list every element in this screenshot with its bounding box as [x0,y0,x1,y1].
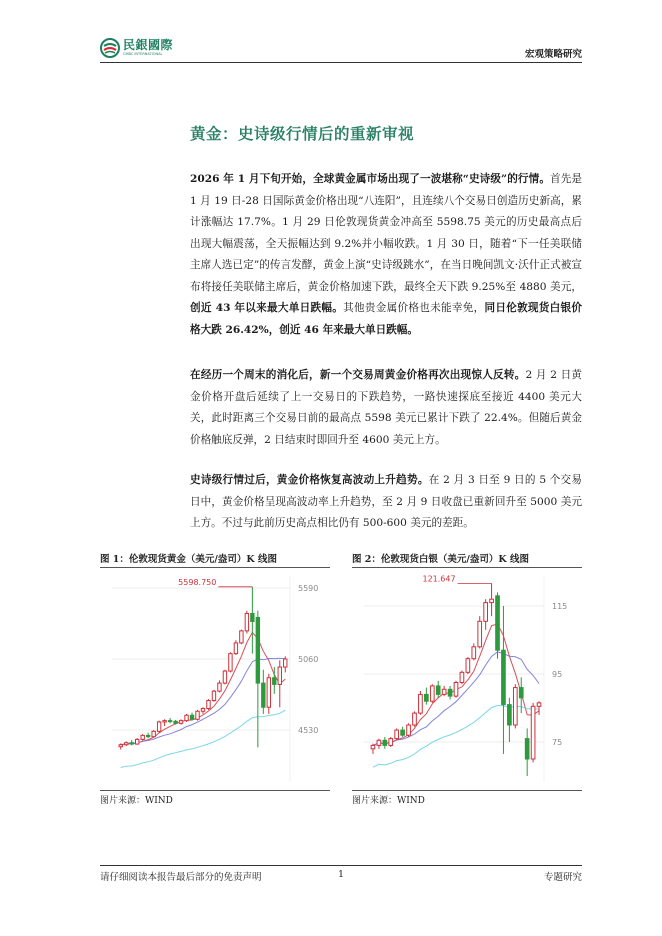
candle-up [207,701,210,709]
silver-kline-chart [352,570,582,788]
candle-up [201,709,204,712]
candle-up [125,743,128,745]
candle-up [413,713,417,725]
candle-up [234,643,237,654]
paragraph-1 [190,169,582,341]
candle-up [141,735,144,739]
candle-up [419,694,423,713]
candle-down [190,715,193,719]
paragraph-1-body2: 其他贵金属价格也未能幸免， [343,302,485,314]
candle-up [430,686,434,701]
report-type-label: 宏观策略研究 [524,49,582,60]
candle-down [130,743,133,744]
candle-down [508,705,512,725]
logo-chinese-name: 民銀國際 [123,38,174,52]
candle-up [157,722,160,731]
candle-up [395,730,399,739]
candle-up [389,739,393,746]
candle-up [135,739,138,744]
footer-divider [100,865,582,866]
footer-report-kind: 专题研究 [543,872,582,883]
candle-up [466,659,470,673]
paragraph-3 [190,470,582,535]
y-tick-label: 4530 [298,726,319,735]
candle-up [407,725,411,735]
gold-kline-svg [100,570,330,788]
y-tick-label: 95 [552,670,563,679]
candle-up [377,740,381,745]
candle-up [267,678,270,707]
silver-kline-svg [352,570,582,788]
candle-up [484,603,488,622]
candle-up [442,689,446,694]
candle-down [502,650,506,704]
candle-down [519,688,523,698]
figure-1-top-rule [100,567,330,568]
candle-down [525,739,529,759]
candle-up [537,703,541,706]
candle-up [284,659,287,667]
candle-down [174,721,177,723]
header-divider [100,62,582,63]
candle-up [179,721,182,724]
y-tick-label: 5060 [298,655,319,664]
paragraph-1-bold2: 同日伦敦现货白银价格大跌 26.42%，创近 46 年来最大单日跌幅。 [190,302,583,336]
candle-down [146,735,149,736]
section-title: 黄金：史诗级行情后的重新审视 [190,124,415,143]
candle-up [152,731,155,736]
candle-up [490,599,494,602]
candle-up [513,688,517,725]
candle-up [478,621,482,647]
figure-2-source: 图片来源：WIND [352,796,425,806]
figure-2-top-rule [352,567,582,568]
candle-down [448,689,452,696]
footer-disclaimer: 请仔细阅读本报告最后部分的免责声明 [100,872,262,883]
candle-up [212,691,215,700]
candle-up [245,613,248,630]
candle-up [163,721,166,722]
candle-up [196,711,199,719]
paragraph-2-body: 2 月 2 日黄金价格开盘后延续了上一交易日的下跌趋势，一路快速探底至接近 4400 美元大关，此时距离三个交易日前的最高点 5598 美元已累计下跌了 22.4%。但随后黄金价格触底反弹，2 日结束时即回升至 4600 美元上方。 [190,369,582,446]
candle-down [262,683,265,707]
paragraph-2-lead: 在经历一个周末的消化后，新一个交易周黄金价格再次出现惊人反转。 [190,369,526,381]
figure-2-caption: 图 2：伦敦现货白银（美元/盎司）K 线图 [352,554,529,565]
candle-down [256,617,259,683]
company-logo [100,38,173,58]
paragraph-3-body: 在 2 月 3 日至 9 日的 5 个交易日中，黄金价格呈现高波动率上升趋势，至 2 月 9 日收盘已重新回升至 5000 美元上方。不过与此前历史高点相比仍有 500-600 美元的差距。 [190,474,582,529]
candle-down [168,721,171,722]
candle-up [240,631,243,643]
paragraph-1-body: 首先是 1 月 19 日-28 日国际黄金价格出现“八连阳”，且连续八个交易日创造历史新高，累计涨幅达 17.7%。1 月 29 日伦敦现货黄金冲高至 5598.75 美元的历史最高点后出现大幅震荡，全天振幅达到 9.2%并小幅收跌。1 月 30 日，随着“下一任美联储主席人选已定”的传言发酵，黄金上演“史诗级跳水”，在当日晚间凯文·沃什正式被宣布将接任美联储主席后，黄金价格加速下跌，最终全天下跌 9.25%至 4880 美元， [190,173,582,293]
page-number: 1 [338,869,345,880]
paragraph-2 [190,365,582,451]
figure-2-bottom-rule [352,790,582,791]
candle-up [278,667,281,684]
candle-up [472,647,476,659]
logo-english-name: CMBC INTERNATIONAL [123,52,163,56]
candle-up [218,683,221,691]
candle-down [273,678,276,685]
gold-kline-chart [100,570,330,788]
figure-1-caption: 图 1：伦敦现货黄金（美元/盎司）K 线图 [100,554,277,565]
paragraph-1-lead: 2026 年 1 月下旬开始，全球黄金属市场出现了一波堪称“史诗级”的行情。 [190,173,551,185]
candle-down [401,730,405,735]
candle-down [383,740,387,745]
candle-up [454,683,458,697]
y-tick-label: 5590 [298,584,319,593]
ma-short-line [121,633,286,745]
candle-up [229,654,232,671]
candle-up [460,672,464,682]
candle-up [371,745,375,748]
figure-1-source: 图片来源：WIND [100,796,173,806]
cmbc-logo-icon [100,38,120,58]
candle-up [223,671,226,683]
max-value-label: 121.647 [422,574,456,584]
paragraph-1-bold1: 创近 43 年以来最大单日跌幅。 [190,302,344,314]
candle-up [531,706,535,759]
paragraph-3-lead: 史诗级行情过后，黄金价格恢复高波动上升趋势。 [190,474,429,486]
page-header [100,38,582,64]
candle-down [251,613,254,621]
candle-down [425,694,429,701]
candle-down [436,686,440,695]
candle-down [496,596,500,650]
figure-1-bottom-rule [100,790,330,791]
candle-up [119,745,122,747]
ma-mid-line [121,658,286,745]
y-tick-label: 115 [552,602,568,611]
max-value-label: 5598.750 [178,577,217,587]
y-tick-label: 75 [552,738,563,747]
candle-up [185,715,188,720]
